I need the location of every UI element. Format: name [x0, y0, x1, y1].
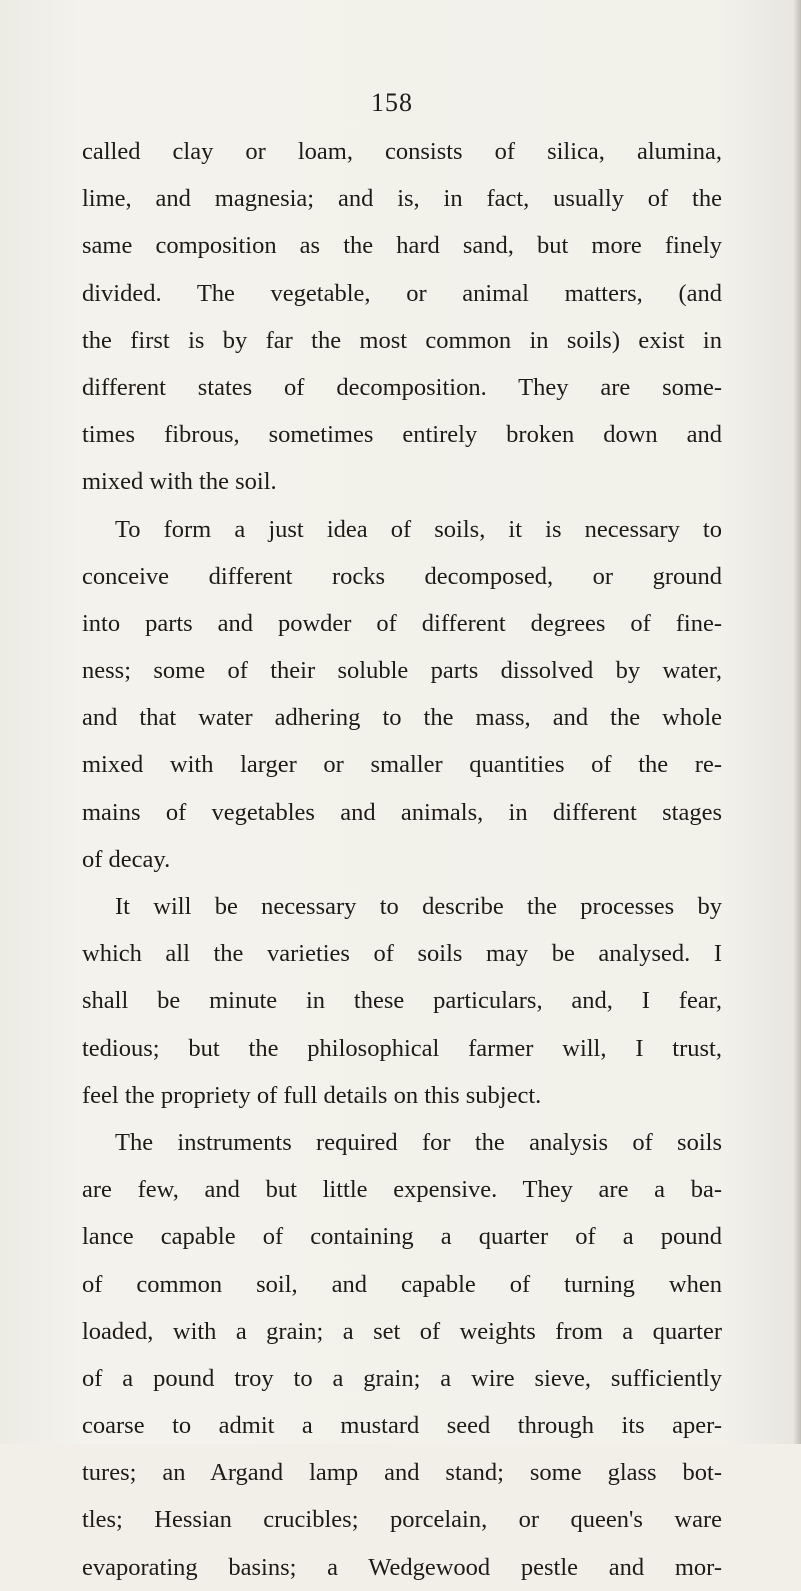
- text-line: The instruments required for the analysis of soils: [115, 1128, 722, 1156]
- text-line: tles; Hessian crucibles; porcelain, or queen's ware: [82, 1506, 722, 1534]
- text-line: coarse to admit a mustard seed through its aper-: [82, 1412, 722, 1440]
- text-line: the first is by far the most common in soils) exist in: [82, 326, 722, 354]
- page-edge-shadow: [793, 0, 801, 1444]
- text-line: same composition as the hard sand, but more finely: [82, 232, 722, 260]
- text-line: into parts and powder of different degrees of fine-: [82, 609, 722, 637]
- text-line: lime, and magnesia; and is, in fact, usually of the: [82, 185, 722, 213]
- text-line: loaded, with a grain; a set of weights from a quarter: [82, 1317, 722, 1345]
- text-line: evaporating basins; a Wedgewood pestle and mor-: [82, 1553, 722, 1581]
- page-number: 158: [371, 88, 413, 117]
- text-line: lance capable of containing a quarter of a pound: [82, 1223, 722, 1251]
- text-line: tedious; but the philosophical farmer will, I trust,: [82, 1034, 722, 1062]
- text-line: feel the propriety of full details on this subject.: [82, 1081, 542, 1109]
- text-line: of a pound troy to a grain; a wire sieve, sufficiently: [82, 1364, 722, 1392]
- text-line: It will be necessary to describe the processes by: [115, 893, 722, 920]
- text-line: mixed with the soil.: [82, 468, 277, 496]
- text-line: tures; an Argand lamp and stand; some glass bot-: [82, 1459, 722, 1487]
- body-text: [82, 128, 722, 1591]
- text-line: mixed with larger or smaller quantities of the re-: [82, 751, 722, 779]
- text-line: of decay.: [82, 845, 171, 873]
- text-line: different states of decomposition. They are some-: [82, 373, 722, 401]
- text-line: ness; some of their soluble parts dissolved by water,: [82, 657, 722, 685]
- text-line: which all the varieties of soils may be analysed. I: [82, 940, 722, 968]
- text-line: divided. The vegetable, or animal matters, (and: [82, 279, 722, 307]
- text-line: and that water adhering to the mass, and the whole: [82, 704, 722, 732]
- text-line: are few, and but little expensive. They are a ba-: [82, 1176, 722, 1204]
- text-line: shall be minute in these particulars, and, I fear,: [82, 987, 722, 1015]
- text-line: To form a just idea of soils, it is necessary to: [115, 515, 722, 543]
- text-line: times fibrous, sometimes entirely broken down and: [82, 421, 722, 449]
- text-line: mains of vegetables and animals, in different stages: [82, 798, 722, 826]
- text-line: of common soil, and capable of turning when: [82, 1270, 722, 1298]
- text-line: conceive different rocks decomposed, or ground: [82, 562, 722, 590]
- text-line: called clay or loam, consists of silica, alumina,: [82, 138, 722, 165]
